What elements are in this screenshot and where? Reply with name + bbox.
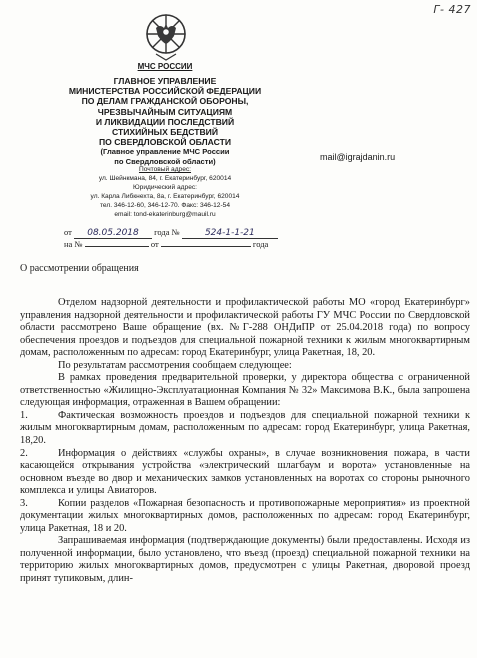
letter-body (20, 288, 470, 586)
body-paragraph: Отделом надзорной деятельности и профилактической работы МО «город Екатеринбург» управления надзорной деятельности и профилактической работы ГУ МЧС России по Свердловской области рассмотрено Ваше обращение (вх. №Г-288 ОНДиПР от 25.04.2018 года) по вопросу обеспечения проездов и подъездов для специальной пожарной техники к жилым многоквартирным домам, расположенным по адресам: город Екатеринбург, улица Ракетная, 18, 20. (20, 297, 470, 359)
date-prefix: от (64, 227, 72, 237)
letter-subject: О рассмотрении обращения (20, 263, 139, 274)
org-name-line: ГЛАВНОЕ УПРАВЛЕНИЕ (113, 76, 217, 86)
body-paragraph: Запрашиваемая информация (подтверждающие документы) были предоставлены. Исходя из полученной информации, было установлено, что въезд (проезд) специальной пожарной техники на территорию жилых многоквартирных домов, предусмотрен с улицы Ракетная, дворовой проезд принят тупиковым, длин- (20, 535, 470, 585)
numbered-item (20, 410, 470, 448)
item-text: Фактическая возможность проездов и подъездов для специальной пожарной техники к жилым многоквартирным домам, расположенным по адресам: город Екатеринбург, улица Ракетная, 18,20. (20, 409, 470, 447)
org-short-name-line: (Главное управление МЧС России (100, 147, 230, 157)
handwritten-number: 524-1-1-21 (182, 228, 278, 239)
ref-number-prefix: на № (64, 239, 83, 249)
org-short-name-line: по Свердловской области) (114, 156, 216, 166)
incoming-reference-row (64, 238, 268, 249)
date-suffix: года № (154, 227, 180, 237)
ref-date-prefix: от (150, 239, 159, 249)
handwritten-date: 08.05.2018 (74, 228, 152, 239)
org-short-name: МЧС РОССИИ (137, 62, 193, 71)
org-name-line: МИНИСТЕРСТВА РОССИЙСКОЙ ФЕДЕРАЦИИ (68, 86, 262, 97)
body-paragraph: По результатам рассмотрения сообщаем следующее: (58, 359, 292, 371)
ref-date-suffix: года (252, 239, 269, 249)
org-name-line: СТИХИЙНЫХ БЕДСТВИЙ (111, 127, 219, 138)
ref-date-blank (161, 238, 251, 247)
item-text: Информация о действиях «службы охраны», в случае возникновения пожара, в части касающейся открывания устройства «электрический шлагбаум и ворота» установленные на основном въезде во двор и механических замков установленных на воротах со стороны рыночного комплекса и улицы Авиаторов. (20, 447, 470, 497)
postal-address: ул. Шейнкмана, 84, г. Екатеринбург, 620014 (98, 175, 232, 183)
item-text: Копии разделов «Пожарная безопасность и противопожарные мероприятия» из проектной документации жилых многоквартирных домов, расположенных по адресам: город Екатеринбург, улица Ракетная, 18 и 20. (20, 497, 470, 534)
emchs-emblem-icon (142, 8, 190, 64)
legal-address-label: Юридический адрес: (132, 184, 197, 192)
org-name-line: ЧРЕЗВЫЧАЙНЫМ СИТУАЦИЯМ (97, 106, 233, 117)
legal-address: ул. Карла Либкнехта, 8а, г. Екатеринбург, 620014 (90, 193, 240, 201)
org-name-line: ПО ДЕЛАМ ГРАЖДАНСКОЙ ОБОРОНЫ, (81, 96, 249, 107)
phone-fax: тел. 346-12-60, 346-12-70. Факс: 346-12-54 (99, 202, 231, 210)
item-number: 2. (20, 447, 28, 459)
handwritten-registration-mark: Г- 427 (433, 3, 471, 16)
org-name-line: ПО СВЕРДЛОВСКОЙ ОБЛАСТИ (98, 137, 232, 148)
postal-address-label: Почтовый адрес: (138, 166, 192, 174)
numbered-item (20, 448, 470, 498)
recipient-email: mail@igrajdanin.ru (320, 152, 396, 162)
body-paragraph: В рамках проведения предварительной проверки, у директора общества с ограниченной ответственностью «Жилищно-Эксплуатационная Компания № 32» Максимова В.К., была запрошена следующая информация, отраженная в Вашем обращении: (20, 372, 470, 409)
org-name-line: И ЛИКВИДАЦИИ ПОСЛЕДСТВИЙ (95, 116, 235, 127)
org-email: email: tond-ekaterinburg@mauil.ru (114, 210, 216, 218)
numbered-item (20, 498, 470, 536)
ref-number-blank (85, 238, 149, 247)
item-number: 1. (20, 409, 28, 421)
item-number: 3. (20, 497, 28, 509)
paragraph-gap (20, 288, 470, 297)
letterhead (50, 76, 280, 220)
